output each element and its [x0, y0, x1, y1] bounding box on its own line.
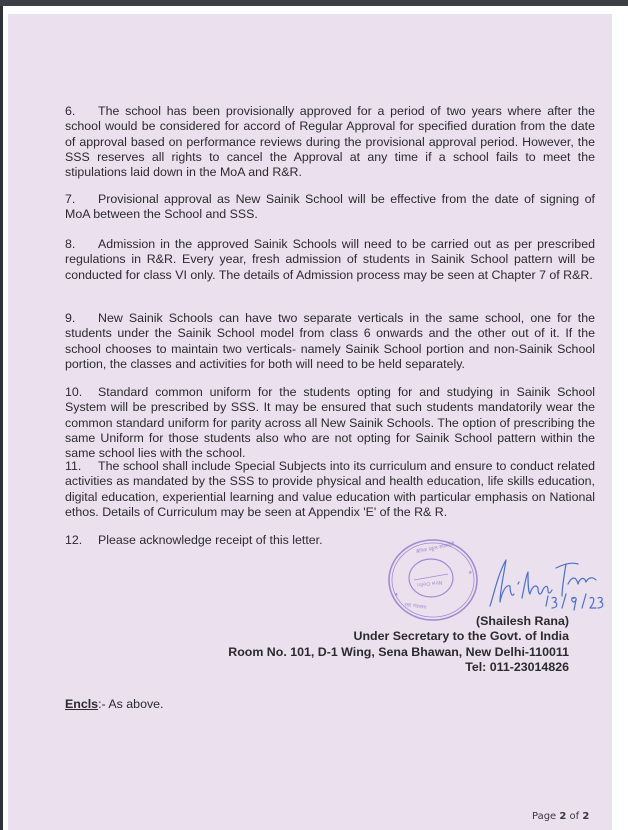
paragraph-8 [65, 237, 595, 283]
paragraph-number: 8. [65, 237, 76, 251]
paragraph-number: 10. [65, 385, 83, 399]
official-stamp-icon [386, 538, 480, 622]
paragraph-number: 6. [65, 104, 76, 118]
telephone-number: Tel: 011-23014826 [465, 659, 569, 674]
document-page [8, 14, 612, 830]
enclosure-text: :- As above. [98, 697, 164, 711]
paragraph-number: 7. [65, 192, 76, 206]
paragraph-text: Standard common uniform for the students opting for and studying in Sainik School System will be prescribed by SSS. It may be ensured that such students mandatorily wear the common standard uniform for parity across all New Sainik Schools. The option of prescribing the same Uniform for those students also who are not opting for Sainik School pattern within the same school lies with the school. [65, 385, 595, 461]
paragraph-7 [65, 192, 595, 223]
svg-text:★: ★ [394, 592, 399, 598]
current-page: 2 [559, 811, 567, 822]
paragraph-number: 12. [65, 533, 83, 547]
page-separator: of [566, 811, 583, 822]
handwritten-signature-icon [486, 554, 606, 612]
paragraph-text: New Sainik Schools can have two separate verticals in the same school, one for the students under the Sainik School model from class 6 onwards and the other out of it. If the school chooses to maintain two verticals- namely Sainik School portion and non-Sainik School portion, the classes and activities for both will need to be held separately. [65, 311, 595, 371]
paragraph-number: 11. [65, 459, 82, 473]
paragraph-text: Admission in the approved Sainik Schools will need to be carried out as per prescribed regulations in R&R. Every year, fresh admission of students in Sainik School pattern will be conducted for class VI only. The details of Admission process may be seen at Chapter 7 of R&R. [65, 237, 595, 282]
paragraph-10 [65, 385, 595, 461]
signature-block [228, 614, 569, 675]
enclosure-label: Encls [65, 697, 99, 711]
viewer-top-bar [0, 0, 628, 6]
paragraph-text: The school shall include Special Subjects into its curriculum and ensure to conduct related activities as mandated by the SSS to provide physical and health education, life skills education, digital education, experiential learning and value education with particular emphasis on National ethos. Details of Curriculum may be seen at Appendix 'E' of the R& R. [65, 459, 595, 519]
svg-text:★: ★ [468, 570, 473, 576]
office-address: Room No. 101, D-1 Wing, Sena Bhawan, New Delhi-110011 [228, 644, 569, 659]
paragraph-text: The school has been provisionally approved for a period of two years where after the school would be considered for accord of Regular Approval for specified duration from the date of approval based on performance reviews during the provisional approval period. However, the SSS reserves all rights to cancel the Approval at any time if a school fails to meet the stipulations laid down in the MoA and R&R. [65, 104, 595, 180]
viewer-left-border [0, 6, 3, 830]
paragraph-9 [65, 311, 595, 372]
page-number [532, 811, 589, 822]
paragraph-text: Please acknowledge receipt of this letter. [98, 533, 323, 547]
signatory-designation: Under Secretary to the Govt. of India [353, 629, 569, 644]
paragraph-12 [65, 533, 595, 548]
signatory-name: (Shailesh Rana) [476, 614, 569, 628]
page-prefix: Page [532, 811, 560, 822]
paragraph-11 [65, 459, 595, 520]
stamp-inner-text: New Delhi [416, 579, 443, 588]
paragraph-number: 9. [65, 311, 76, 325]
svg-text:रक्षा मंत्रालय: रक्षा मंत्रालय [404, 602, 427, 611]
paragraph-6 [65, 104, 595, 180]
paragraph-text: Provisional approval as New Sainik School will be effective from the date of signing of MoA between the School and SSS. [65, 192, 595, 222]
total-pages: 2 [582, 811, 590, 822]
svg-text:सैनिक स्कूल सोसाइटी: सैनिक स्कूल सोसाइटी [415, 541, 456, 556]
enclosure-note [65, 697, 164, 711]
